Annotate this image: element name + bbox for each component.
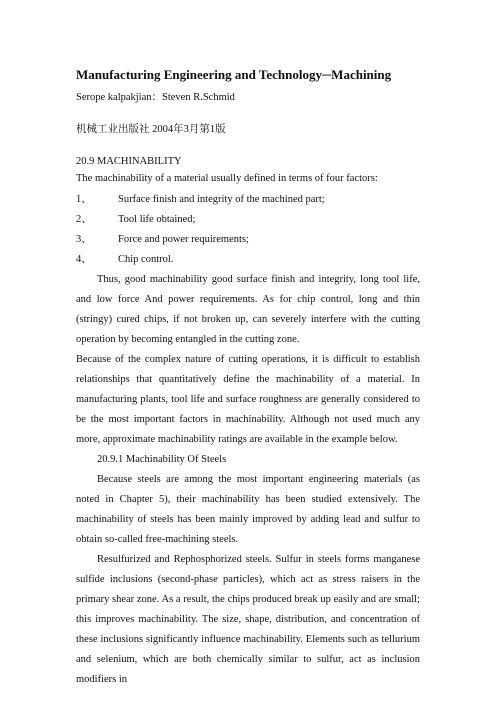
subsection-heading: 20.9.1 Machinability Of Steels xyxy=(97,454,227,465)
list-number: 3、 xyxy=(76,234,92,245)
list-text: Force and power requirements; xyxy=(118,234,249,245)
list-number: 1、 xyxy=(76,194,92,205)
list-text: Tool life obtained; xyxy=(118,214,196,225)
paragraph: Resulfurized and Rephosphorized steels. Sulfur in steels forms manganese sulfide inclusions (second-phase particles), which act as stress raisers in the primary shear zone. As a result, the chips produced break up easily and are small; this improves machinability. The size, shape, distribution, and concentration of these inclusions significantly influence machinability. Elements such as tellurium and selenium, which are both chemically similar to sulfur, act as inclusion modifiers in xyxy=(76,554,420,685)
list-item xyxy=(76,250,420,270)
section-heading: 20.9 MACHINABILITY xyxy=(76,156,182,167)
list-text: Chip control. xyxy=(118,254,174,265)
publisher-line: 机械工业出版社 2004年3月第1版 xyxy=(76,124,226,135)
list-item xyxy=(76,230,420,250)
list-number: 4、 xyxy=(76,254,92,265)
book-title: Manufacturing Engineering and Technology─Machining xyxy=(76,67,392,82)
paragraph: Because of the complex nature of cutting operations, it is difficult to establish relationships that quantitatively define the machinability of a material. In manufacturing plants, tool life and surface roughness are generally considered to be the most important factors in machinability. Although not used much any more, approximate machinability ratings are available in the example below. xyxy=(76,354,420,445)
list-number: 2、 xyxy=(76,214,92,225)
list-item xyxy=(76,210,420,230)
paragraph: Thus, good machinability good surface finish and integrity, long tool life, and low force And power requirements. As for chip control, long and thin (stringy) cured chips, if not broken up, can severely interfere with the cutting operation by becoming entangled in the cutting zone. xyxy=(76,274,420,345)
authors-line: Serope kalpakjian：Steven R.Schmid xyxy=(76,92,235,103)
list-text: Surface finish and integrity of the machined part; xyxy=(118,194,325,205)
section-intro: The machinability of a material usually defined in terms of four factors: xyxy=(76,173,378,184)
factor-list xyxy=(76,190,420,270)
paragraph: Because steels are among the most important engineering materials (as noted in Chapter 5), their machinability has been studied extensively. The machinability of steels has been mainly improved by adding lead and sulfur to obtain so-called free-machining steels. xyxy=(76,474,420,545)
list-item xyxy=(76,190,420,210)
